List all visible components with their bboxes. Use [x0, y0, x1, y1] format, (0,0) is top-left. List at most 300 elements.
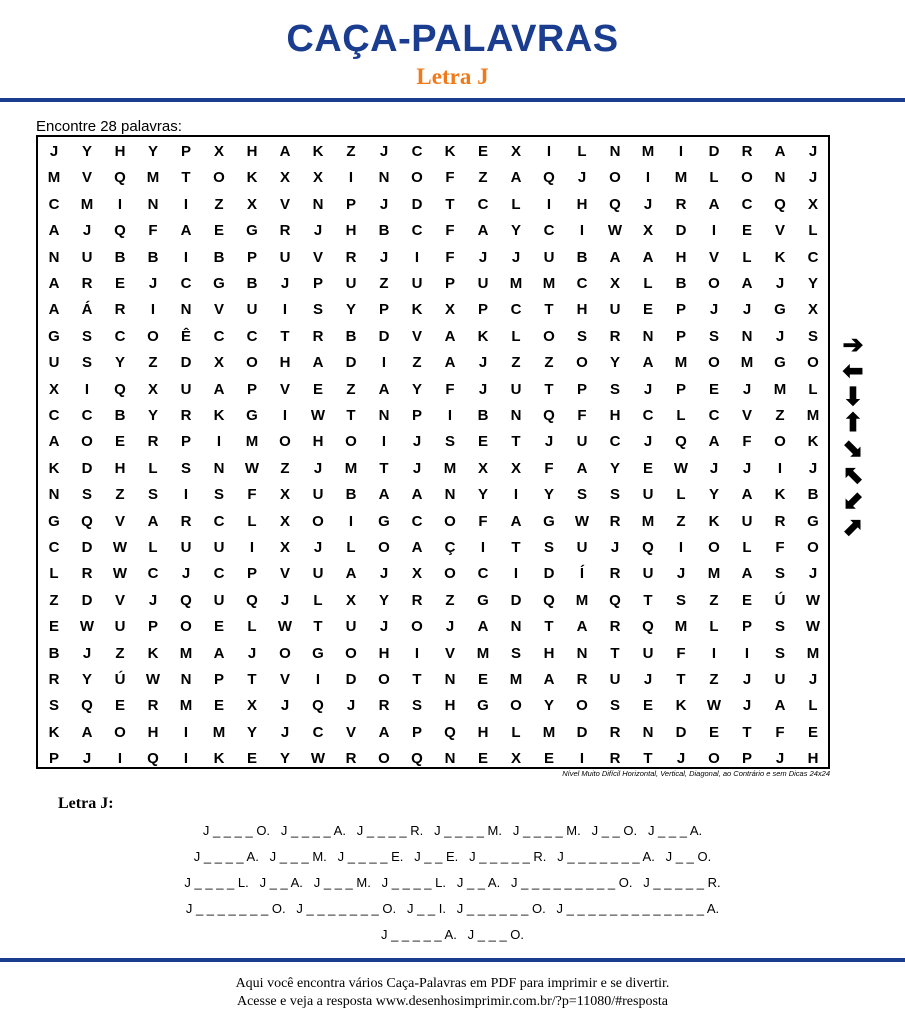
grid-cell: T: [511, 539, 521, 556]
grid-cell: R: [609, 512, 621, 530]
grid-cell: P: [246, 565, 257, 583]
grid-cell: Q: [246, 591, 258, 609]
grid-cell: W: [145, 671, 161, 688]
grid-cell: D: [81, 539, 93, 556]
grid-cell: Y: [345, 301, 356, 319]
right-arrow-icon: ➔: [842, 331, 864, 359]
grid-cell: C: [48, 407, 60, 424]
grid-cell: Ú: [774, 591, 786, 609]
grid-cell: H: [807, 750, 819, 768]
grid-cell: X: [510, 750, 521, 768]
grid-cell: R: [279, 222, 291, 240]
grid-cell: F: [445, 222, 455, 240]
grid-cell: D: [675, 723, 687, 741]
grid-cell: I: [546, 143, 552, 160]
grid-cell: E: [114, 697, 125, 715]
grid-cell: K: [411, 301, 423, 319]
grid-cell: C: [147, 565, 159, 583]
grid-cell: Y: [279, 750, 290, 768]
grid-cell: V: [279, 565, 290, 583]
grid-cell: E: [48, 618, 59, 636]
grid-cell: M: [80, 195, 94, 213]
grid-cell: S: [180, 459, 191, 477]
grid-cell: J: [445, 618, 455, 636]
grid-cell: T: [280, 327, 290, 345]
grid-cell: U: [114, 618, 126, 636]
grid-cell: X: [147, 380, 158, 398]
grid-cell: M: [674, 354, 688, 372]
grid-cell: M: [509, 275, 523, 292]
grid-cell: E: [642, 697, 653, 715]
hint-line: J _ _ _ _ L. J _ _ A. J _ _ _ M. J _ _ _ _ L. J _ _ A. J _ _ _ _ _ _ _ _ _ O. J _ _ _ _ _ R.: [184, 875, 721, 890]
grid-cell: S: [81, 354, 92, 372]
grid-cell: Z: [148, 354, 158, 372]
grid-cell: R: [345, 248, 357, 266]
grid-cell: B: [246, 275, 258, 292]
grid-cell: E: [741, 222, 752, 240]
grid-cell: V: [114, 512, 125, 530]
grid-cell: U: [180, 380, 192, 398]
grid-cell: K: [807, 433, 819, 451]
grid-cell: U: [774, 671, 786, 688]
grid-cell: D: [708, 143, 720, 160]
grid-cell: R: [576, 671, 588, 688]
grid-cell: A: [312, 354, 324, 372]
grid-cell: W: [607, 222, 623, 240]
grid-cell: N: [510, 407, 522, 424]
grid-cell: P: [48, 750, 59, 768]
grid-cell: P: [345, 195, 356, 213]
grid-cell: Z: [709, 671, 719, 688]
grid-cell: L: [247, 512, 257, 530]
grid-cell: R: [147, 433, 159, 451]
grid-cell: C: [576, 275, 588, 292]
grid-cell: S: [609, 697, 620, 715]
grid-cell: P: [213, 671, 224, 688]
grid-cell: V: [411, 327, 422, 345]
grid-cell: A: [48, 433, 60, 451]
grid-cell: A: [213, 380, 225, 398]
grid-cell: Q: [609, 591, 621, 609]
grid-cell: Z: [379, 275, 389, 292]
grid-cell: E: [477, 143, 488, 160]
grid-cell: G: [246, 407, 258, 424]
grid-cell: U: [642, 486, 654, 504]
grid-cell: H: [675, 248, 687, 266]
grid-cell: B: [477, 407, 489, 424]
grid-cell: P: [180, 433, 191, 451]
grid-cell: E: [246, 750, 257, 768]
grid-cell: J: [82, 750, 92, 768]
grid-cell: L: [148, 459, 158, 477]
grid-cell: J: [643, 433, 653, 451]
grid-cell: Y: [246, 723, 257, 741]
grid-cell: X: [642, 222, 653, 240]
grid-cell: C: [411, 222, 423, 240]
up-right-arrow-icon: ⬈: [842, 513, 864, 541]
grid-cell: J: [676, 565, 686, 583]
grid-cell: A: [576, 459, 588, 477]
hints-list: [0, 818, 905, 948]
grid-cell: U: [312, 486, 324, 504]
grid-cell: V: [345, 723, 356, 741]
grid-cell: I: [414, 248, 420, 266]
grid-cell: L: [511, 327, 521, 345]
grid-cell: O: [741, 169, 753, 187]
grid-cell: Z: [280, 459, 290, 477]
grid-cell: Y: [543, 697, 554, 715]
grid-cell: E: [477, 750, 488, 768]
grid-cell: U: [312, 565, 324, 583]
grid-cell: P: [741, 750, 752, 768]
grid-cell: V: [279, 380, 290, 398]
grid-cell: Y: [510, 222, 521, 240]
grid-cell: O: [708, 539, 720, 556]
grid-cell: A: [48, 222, 60, 240]
grid-cell: J: [808, 459, 818, 477]
grid-cell: E: [213, 222, 224, 240]
grid-cell: V: [741, 407, 752, 424]
grid-cell: Q: [81, 697, 93, 715]
grid-cell: A: [642, 248, 654, 266]
grid-cell: M: [674, 618, 688, 636]
grid-cell: J: [280, 591, 290, 609]
grid-cell: O: [609, 169, 621, 187]
grid-cell: A: [774, 697, 786, 715]
grid-cell: A: [147, 512, 159, 530]
grid-cell: W: [244, 459, 260, 477]
grid-cell: B: [114, 407, 126, 424]
grid-cell: X: [246, 195, 257, 213]
grid-cell: Z: [346, 143, 356, 160]
grid-cell: I: [348, 512, 354, 530]
grid-cell: C: [114, 327, 126, 345]
grid-cell: I: [447, 407, 453, 424]
grid-cell: T: [676, 671, 686, 688]
grid-cell: C: [48, 195, 60, 213]
grid-cell: I: [546, 195, 552, 213]
word-search-grid: [36, 135, 830, 769]
grid-cell: V: [708, 248, 719, 266]
grid-cell: J: [808, 565, 818, 583]
grid-cell: E: [642, 301, 653, 319]
grid-cell: J: [643, 380, 653, 398]
up-arrow-icon: ⬆: [842, 409, 864, 437]
grid-cell: I: [348, 169, 354, 187]
grid-cell: L: [313, 591, 323, 609]
grid-cell: A: [180, 222, 192, 240]
grid-cell: D: [510, 591, 522, 609]
grid-cell: H: [114, 459, 126, 477]
grid-cell: E: [114, 275, 125, 292]
up-left-arrow-icon: ⬉: [842, 461, 864, 489]
grid-cell: O: [708, 750, 720, 768]
grid-cell: Q: [609, 195, 621, 213]
grid-cell: M: [146, 169, 160, 187]
grid-cell: M: [179, 644, 193, 662]
grid-cell: I: [645, 169, 651, 187]
grid-cell: P: [411, 723, 422, 741]
grid-cell: Q: [180, 591, 192, 609]
grid-cell: N: [444, 750, 456, 768]
grid-cell: N: [444, 486, 456, 504]
grid-cell: A: [81, 723, 93, 741]
grid-cell: F: [775, 723, 785, 741]
grid-cell: A: [345, 565, 357, 583]
grid-cell: R: [147, 697, 159, 715]
grid-cell: E: [708, 380, 719, 398]
grid-cell: A: [378, 486, 390, 504]
grid-cell: A: [48, 301, 60, 319]
grid-cell: R: [609, 750, 621, 768]
grid-cell: J: [49, 143, 59, 160]
grid-cell: K: [48, 723, 60, 741]
grid-cell: T: [511, 433, 521, 451]
grid-cell: A: [510, 169, 522, 187]
grid-cell: K: [312, 143, 324, 160]
grid-cell: T: [742, 723, 752, 741]
grid-cell: C: [246, 327, 258, 345]
grid-cell: I: [249, 539, 255, 556]
grid-cell: N: [213, 459, 225, 477]
grid-cell: E: [312, 380, 323, 398]
grid-cell: H: [543, 644, 555, 662]
grid-cell: J: [808, 671, 818, 688]
grid-cell: O: [81, 433, 93, 451]
grid-cell: N: [378, 169, 390, 187]
grid-cell: K: [147, 644, 159, 662]
grid-cell: K: [675, 697, 687, 715]
grid-cell: S: [312, 301, 323, 319]
grid-cell: Z: [412, 354, 422, 372]
grid-cell: U: [48, 354, 60, 372]
grid-cell: X: [279, 169, 290, 187]
grid-cell: F: [478, 512, 488, 530]
grid-cell: O: [774, 433, 786, 451]
grid-cell: V: [279, 671, 290, 688]
grid-cell: U: [81, 248, 93, 266]
grid-cell: G: [543, 512, 555, 530]
grid-cell: U: [246, 301, 258, 319]
grid-cell: S: [81, 327, 92, 345]
grid-cell: J: [808, 169, 818, 187]
grid-cell: K: [48, 459, 60, 477]
grid-cell: O: [411, 618, 423, 636]
grid-cell: J: [280, 275, 290, 292]
grid-cell: S: [411, 697, 422, 715]
grid-cell: G: [378, 512, 390, 530]
grid-cell: U: [180, 539, 192, 556]
grid-cell: C: [609, 433, 621, 451]
grid-cell: R: [81, 565, 93, 583]
grid-cell: T: [379, 459, 389, 477]
grid-cell: I: [381, 354, 387, 372]
grid-cell: H: [114, 143, 126, 160]
grid-cell: W: [805, 591, 821, 609]
grid-cell: B: [48, 644, 60, 662]
grid-cell: T: [643, 750, 653, 768]
grid-cell: S: [48, 697, 59, 715]
grid-cell: P: [444, 275, 455, 292]
down-arrow-icon: ⬇: [842, 383, 864, 411]
grid-cell: J: [808, 143, 818, 160]
left-arrow-icon: ⬅: [842, 357, 864, 385]
grid-cell: O: [246, 354, 258, 372]
grid-cell: A: [411, 486, 423, 504]
grid-cell: S: [774, 618, 785, 636]
grid-cell: E: [741, 591, 752, 609]
grid-cell: R: [180, 407, 192, 424]
grid-cell: Q: [543, 169, 555, 187]
grid-cell: K: [246, 169, 258, 187]
grid-cell: S: [609, 486, 620, 504]
grid-cell: A: [576, 618, 588, 636]
grid-cell: S: [609, 380, 620, 398]
grid-cell: J: [313, 539, 323, 556]
grid-cell: F: [676, 644, 686, 662]
grid-cell: N: [312, 195, 324, 213]
grid-cell: J: [643, 195, 653, 213]
grid-cell: P: [675, 301, 686, 319]
grid-cell: Z: [346, 380, 356, 398]
grid-cell: I: [183, 723, 189, 741]
grid-cell: L: [511, 723, 521, 741]
grid-cell: Q: [114, 169, 126, 187]
grid-cell: W: [112, 539, 128, 556]
grid-cell: C: [477, 195, 489, 213]
grid-cell: H: [444, 697, 456, 715]
grid-cell: T: [445, 195, 455, 213]
grid-cell: N: [510, 618, 522, 636]
grid-cell: F: [577, 407, 587, 424]
grid-cell: G: [312, 644, 324, 662]
grid-cell: M: [542, 723, 556, 741]
grid-cell: L: [643, 275, 653, 292]
grid-cell: U: [477, 275, 489, 292]
grid-cell: Y: [708, 486, 719, 504]
grid-cell: X: [279, 512, 290, 530]
page-title: CAÇA-PALAVRAS: [286, 18, 619, 60]
grid-cell: Q: [543, 407, 555, 424]
grid-cell: N: [180, 671, 192, 688]
grid-cell: P: [477, 301, 488, 319]
grid-cell: F: [445, 380, 455, 398]
grid-cell: R: [312, 327, 324, 345]
grid-cell: D: [576, 723, 588, 741]
grid-cell: J: [148, 275, 158, 292]
grid-cell: C: [807, 248, 819, 266]
grid-cell: J: [775, 327, 785, 345]
grid-cell: N: [774, 169, 786, 187]
grid-cell: R: [675, 195, 687, 213]
grid-cell: A: [708, 195, 720, 213]
bottom-divider: [0, 958, 905, 962]
grid-cell: J: [379, 143, 389, 160]
grid-cell: I: [183, 195, 189, 213]
grid-cell: O: [543, 327, 555, 345]
grid-cell: U: [510, 380, 522, 398]
grid-cell: Y: [81, 671, 92, 688]
grid-cell: X: [213, 354, 224, 372]
grid-cell: I: [579, 222, 585, 240]
grid-cell: U: [576, 433, 588, 451]
grid-cell: R: [774, 512, 786, 530]
grid-cell: J: [709, 301, 719, 319]
footer-line-2: Acesse e veja a resposta www.desenhosimprimir.com.br/?p=11080/#resposta: [236, 994, 669, 1009]
grid-cell: R: [741, 143, 753, 160]
grid-cell: M: [47, 169, 61, 187]
grid-cell: G: [774, 301, 786, 319]
grid-cell: X: [807, 195, 818, 213]
grid-cell: I: [480, 539, 486, 556]
grid-cell: U: [642, 644, 654, 662]
grid-cell: Y: [147, 143, 158, 160]
grid-cell: H: [246, 143, 258, 160]
grid-cell: J: [478, 248, 488, 266]
hint-line: J _ _ _ _ _ _ _ O. J _ _ _ _ _ _ _ O. J _ _ I. J _ _ _ _ _ _ O. J _ _ _ _ _ _ _ _ _ _ _ _ _ A.: [185, 901, 720, 916]
grid-cell: B: [576, 248, 588, 266]
grid-cell: V: [81, 169, 92, 187]
grid-cell: S: [708, 327, 719, 345]
grid-cell: I: [711, 222, 717, 240]
grid-cell: B: [807, 486, 819, 504]
grid-cell: J: [775, 750, 785, 768]
grid-cell: X: [312, 169, 323, 187]
grid-cell: L: [676, 486, 686, 504]
grid-cell: O: [807, 354, 819, 372]
grid-cell: N: [147, 195, 159, 213]
grid-cell: J: [82, 222, 92, 240]
grid-cell: A: [279, 143, 291, 160]
grid-cell: A: [477, 618, 489, 636]
grid-cell: J: [742, 697, 752, 715]
grid-cell: E: [114, 433, 125, 451]
grid-cell: D: [81, 591, 93, 609]
grid-cell: L: [742, 248, 752, 266]
grid-cell: N: [48, 486, 60, 504]
grid-cell: C: [411, 143, 423, 160]
grid-cell: M: [707, 565, 721, 583]
grid-cell: O: [378, 750, 390, 768]
grid-cell: P: [741, 618, 752, 636]
grid-cell: Q: [444, 723, 456, 741]
grid-cell: G: [774, 354, 786, 372]
page-subtitle: Letra J: [416, 64, 489, 89]
grid-cell: E: [708, 723, 719, 741]
grid-cell: U: [213, 591, 225, 609]
grid-cell: O: [708, 275, 720, 292]
grid-cell: J: [742, 301, 752, 319]
grid-cell: S: [81, 486, 92, 504]
grid-cell: O: [279, 644, 291, 662]
grid-cell: K: [774, 248, 786, 266]
grid-cell: G: [246, 222, 258, 240]
grid-cell: J: [379, 565, 389, 583]
grid-cell: C: [180, 275, 192, 292]
difficulty-note: Nível Muito Difícil Horizontal, Vertical, Diagonal, ao Contrário e sem Dicas 24x24: [562, 769, 830, 778]
grid-cell: J: [379, 248, 389, 266]
grid-cell: R: [609, 327, 621, 345]
grid-cell: A: [378, 723, 390, 741]
grid-cell: P: [675, 380, 686, 398]
grid-cell: Y: [147, 407, 158, 424]
grid-cell: H: [576, 195, 588, 213]
grid-cell: A: [444, 327, 456, 345]
grid-cell: C: [510, 301, 522, 319]
grid-cell: G: [48, 327, 60, 345]
grid-cell: O: [444, 565, 456, 583]
grid-cell: Y: [477, 486, 488, 504]
